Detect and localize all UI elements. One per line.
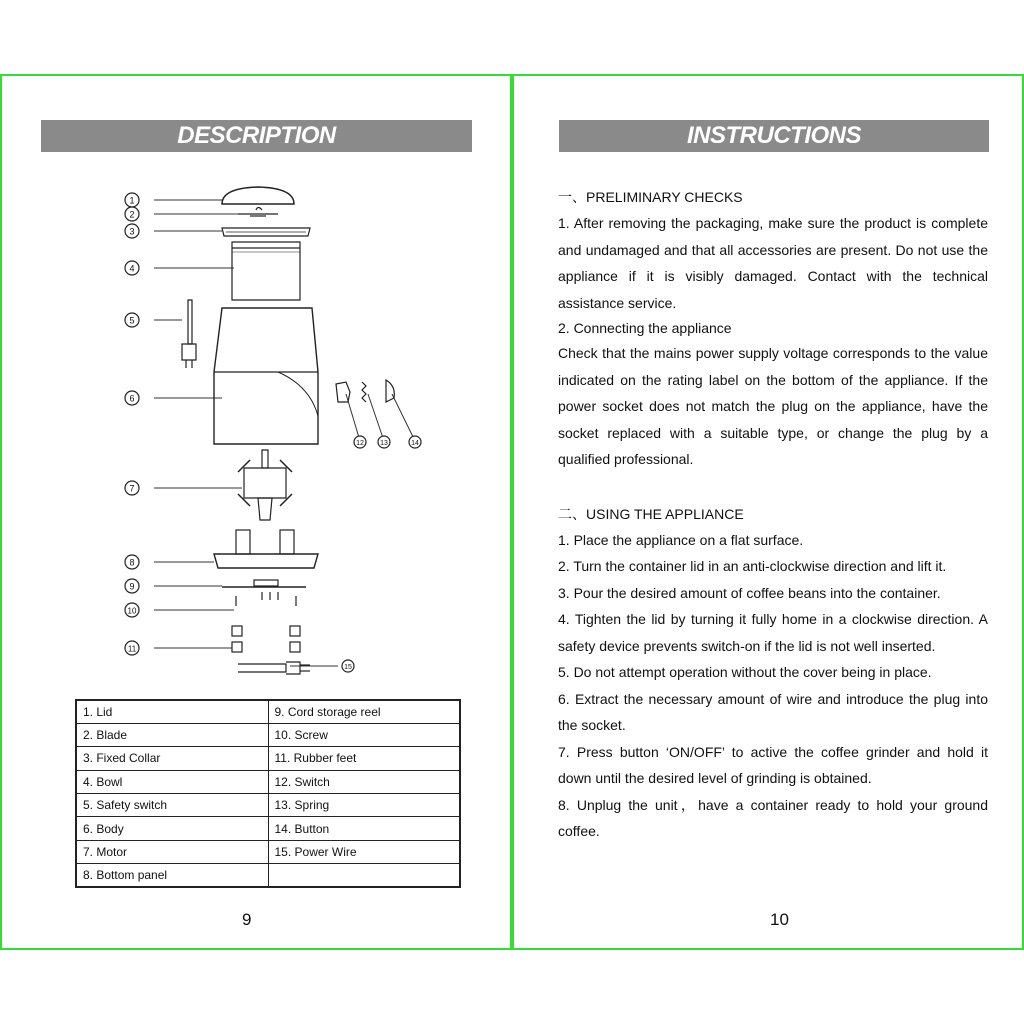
callout-label-5: 5 <box>129 315 135 326</box>
step-item: 3. Pour the desired amount of coffee beans into the container. <box>558 584 941 601</box>
table-row <box>76 794 460 817</box>
parts-table <box>75 699 461 888</box>
left-page <box>0 74 512 950</box>
description-title: DESCRIPTION <box>41 120 472 152</box>
table-cell: 15. Power Wire <box>268 840 460 863</box>
step-item: 2. Turn the container lid in an anti-clockwise direction and lift it. <box>558 558 947 574</box>
table-row <box>76 723 460 746</box>
page-number: 9 <box>242 910 252 929</box>
safety-switch-part <box>188 300 192 344</box>
step-item: 1. Place the appliance on a flat surface. <box>558 531 804 548</box>
table-cell: 10. Screw <box>268 723 460 746</box>
table-cell: 1. Lid <box>76 700 268 723</box>
bowl-part <box>232 242 300 300</box>
body-part <box>214 308 318 444</box>
table-cell: 6. Body <box>76 817 268 840</box>
step-item: 4. Tighten the lid by turning it fully home in a clockwise direction. A safety device prevents switch-on if the lid is not well inserted. <box>558 611 988 654</box>
bottom-panel-part <box>214 554 318 568</box>
paragraph-preliminary-checks: 1. After removing the packaging, make sure the product is complete and undamaged and that all accessories are present. Do not use the appliance if it is visibly damaged. Contact with the technical assistance service. <box>558 215 988 311</box>
table-cell: 5. Safety switch <box>76 794 268 817</box>
step-item: 7. Press button ‘ON/OFF’ to active the coffee grinder and hold it down until the desired level of grinding is obtained. <box>558 743 988 786</box>
table-cell: 9. Cord storage reel <box>268 700 460 723</box>
spring-part <box>362 382 366 402</box>
section-heading-using: 二、USING THE APPLIANCE <box>558 505 744 522</box>
power-wire-part <box>238 664 286 672</box>
step-item: 8. Unplug the unit，have a container ready to hold your ground coffee. <box>558 796 988 839</box>
table-cell: 13. Spring <box>268 794 460 817</box>
screws-part <box>236 592 296 606</box>
section-heading-preliminary: 一、PRELIMINARY CHECKS <box>558 189 743 205</box>
callout-label-1: 1 <box>129 195 135 206</box>
paragraph-connecting: Check that the mains power supply voltage corresponds to the value indicated on the rating label on the bottom of the appliance. If the power socket does not match the plug on the appliance, have the socket replaced with a suitable type, or change the plug by a qualified professional. <box>558 345 988 467</box>
callout-label-14: 14 <box>411 440 419 447</box>
table-cell: 4. Bowl <box>76 770 268 793</box>
table-cell: 11. Rubber feet <box>268 747 460 770</box>
callout-label-8: 8 <box>129 557 135 568</box>
rubber-feet-part <box>232 626 300 652</box>
table-cell: 2. Blade <box>76 723 268 746</box>
callout-label-13: 13 <box>380 440 388 447</box>
instructions-body <box>558 184 988 845</box>
table-row <box>76 770 460 793</box>
step-item: 5. Do not attempt operation without the cover being in place. <box>558 664 932 680</box>
button-part <box>386 380 394 402</box>
callout-label-10: 10 <box>127 606 137 616</box>
table-cell: 8. Bottom panel <box>76 864 268 887</box>
blade-part <box>238 208 278 215</box>
step-item: 6. Extract the necessary amount of wire and introduce the plug into the socket. <box>558 690 988 733</box>
callout-label-3: 3 <box>129 226 135 237</box>
right-page <box>512 74 1024 950</box>
table-row <box>76 864 460 887</box>
callout-label-11: 11 <box>127 644 137 654</box>
exploded-view-diagram <box>110 176 440 686</box>
table-cell <box>268 864 460 887</box>
callout-label-15: 15 <box>344 664 352 671</box>
subheading-connecting: 2. Connecting the appliance <box>558 320 732 336</box>
table-row <box>76 817 460 840</box>
table-row <box>76 747 460 770</box>
table-cell: 3. Fixed Collar <box>76 747 268 770</box>
callout-label-7: 7 <box>129 483 135 494</box>
table-cell: 14. Button <box>268 817 460 840</box>
callout-label-9: 9 <box>129 581 135 592</box>
page-number: 10 <box>770 910 789 929</box>
callout-label-6: 6 <box>129 393 135 404</box>
callout-label-2: 2 <box>129 209 135 220</box>
table-cell: 7. Motor <box>76 840 268 863</box>
callout-label-4: 4 <box>129 263 135 274</box>
lid-part <box>222 187 294 204</box>
table-cell: 12. Switch <box>268 770 460 793</box>
callout-label-12: 12 <box>356 440 364 447</box>
table-row <box>76 700 460 723</box>
table-row <box>76 840 460 863</box>
instructions-title: INSTRUCTIONS <box>559 120 989 152</box>
motor-part <box>244 468 286 498</box>
